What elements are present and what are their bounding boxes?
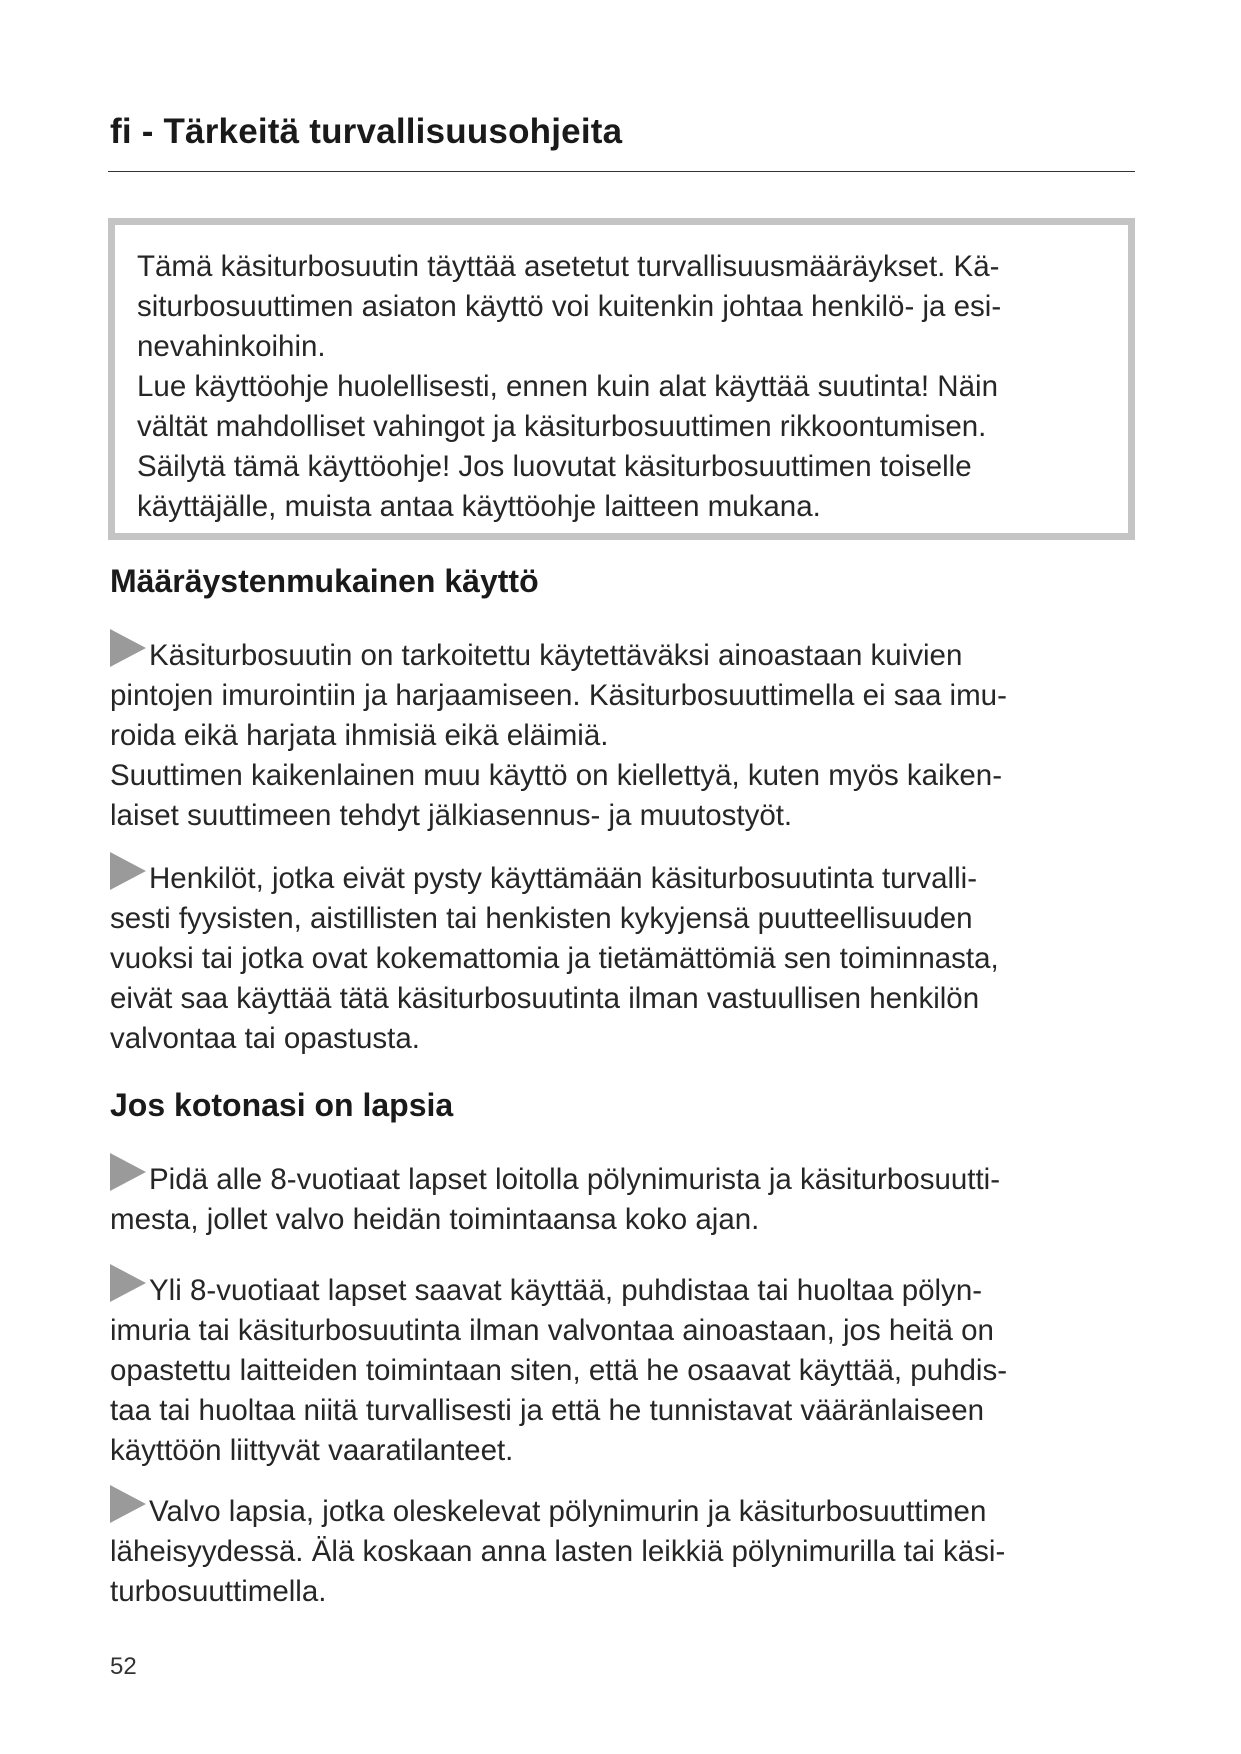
- paragraph-supervise-children: [110, 1485, 1140, 1612]
- notice-line: nevahinkoihin.: [137, 330, 326, 363]
- triangle-right-icon: [110, 1264, 146, 1302]
- triangle-right-icon: [110, 1485, 146, 1523]
- paragraph-line: eivät saa käyttää tätä käsiturbosuutinta ilman vastuullisen henkilön: [110, 982, 980, 1015]
- triangle-right-icon: [110, 629, 146, 667]
- paragraph-line: laiset suuttimeen tehdyt jälkiasennus- ja muutostyöt.: [110, 799, 793, 832]
- paragraph-line: Valvo lapsia, jotka oleskelevat pölynimurin ja käsiturbosuuttimen: [149, 1495, 987, 1528]
- section-heading-intended-use: Määräystenmukainen käyttö: [110, 563, 539, 599]
- paragraph-line: Pidä alle 8-vuotiaat lapset loitolla pölynimurista ja käsiturbosuutti-: [149, 1163, 1001, 1196]
- paragraph-persons-limitations: [110, 852, 1140, 1059]
- notice-line: siturbosuuttimen asiaton käyttö voi kuitenkin johtaa henkilö- ja esi-: [137, 290, 1002, 323]
- section-heading-children: Jos kotonasi on lapsia: [110, 1087, 454, 1123]
- page-number: 52: [110, 1653, 137, 1680]
- page-title: fi - Tärkeitä turvallisuusohjeita: [110, 112, 623, 151]
- notice-text: [137, 247, 1108, 527]
- paragraph-line: pintojen imurointiin ja harjaamiseen. Käsiturbosuuttimella ei saa imu-: [110, 679, 1007, 712]
- paragraph-line: käyttöön liittyvät vaaratilanteet.: [110, 1434, 514, 1467]
- paragraph-line: Yli 8-vuotiaat lapset saavat käyttää, puhdistaa tai huoltaa pölyn-: [149, 1274, 983, 1307]
- paragraph-children-over-8: [110, 1264, 1140, 1471]
- paragraph-line: Suuttimen kaikenlainen muu käyttö on kiellettyä, kuten myös kaiken-: [110, 759, 1003, 792]
- paragraph-line: taa tai huoltaa niitä turvallisesti ja että he tunnistavat vääränlaiseen: [110, 1394, 985, 1427]
- notice-line: Tämä käsiturbosuutin täyttää asetetut turvallisuusmääräykset. Kä-: [137, 250, 1000, 283]
- paragraph-line: Käsiturbosuutin on tarkoitettu käytettäväksi ainoastaan kuivien: [149, 639, 963, 672]
- title-divider: [108, 171, 1135, 172]
- paragraph-line: imuria tai käsiturbosuutinta ilman valvontaa ainoastaan, jos heitä on: [110, 1314, 994, 1347]
- paragraph-line: opastettu laitteiden toimintaan siten, että he osaavat käyttää, puhdis-: [110, 1354, 1008, 1387]
- paragraph-line: turbosuuttimella.: [110, 1575, 327, 1608]
- notice-line: Säilytä tämä käyttöohje! Jos luovutat käsiturbosuuttimen toiselle: [137, 450, 972, 483]
- triangle-right-icon: [110, 852, 146, 890]
- safety-notice-box: [108, 218, 1135, 540]
- notice-line: käyttäjälle, muista antaa käyttöohje laitteen mukana.: [137, 490, 821, 523]
- paragraph-line: läheisyydessä. Älä koskaan anna lasten leikkiä pölynimurilla tai käsi-: [110, 1535, 1006, 1568]
- paragraph-intended-use: [110, 629, 1140, 836]
- paragraph-line: mesta, jollet valvo heidän toimintaansa koko ajan.: [110, 1203, 760, 1236]
- notice-line: vältät mahdolliset vahingot ja käsiturbosuuttimen rikkoontumisen.: [137, 410, 987, 443]
- paragraph-line: vuoksi tai jotka ovat kokemattomia ja tietämättömiä sen toiminnasta,: [110, 942, 999, 975]
- paragraph-children-under-8: [110, 1153, 1140, 1240]
- paragraph-line: sesti fyysisten, aistillisten tai henkisten kykyjensä puutteellisuuden: [110, 902, 973, 935]
- paragraph-line: roida eikä harjata ihmisiä eikä eläimiä.: [110, 719, 609, 752]
- notice-line: Lue käyttöohje huolellisesti, ennen kuin alat käyttää suutinta! Näin: [137, 370, 998, 403]
- paragraph-line: Henkilöt, jotka eivät pysty käyttämään käsiturbosuutinta turvalli-: [149, 862, 978, 895]
- paragraph-line: valvontaa tai opastusta.: [110, 1022, 420, 1055]
- triangle-right-icon: [110, 1153, 146, 1191]
